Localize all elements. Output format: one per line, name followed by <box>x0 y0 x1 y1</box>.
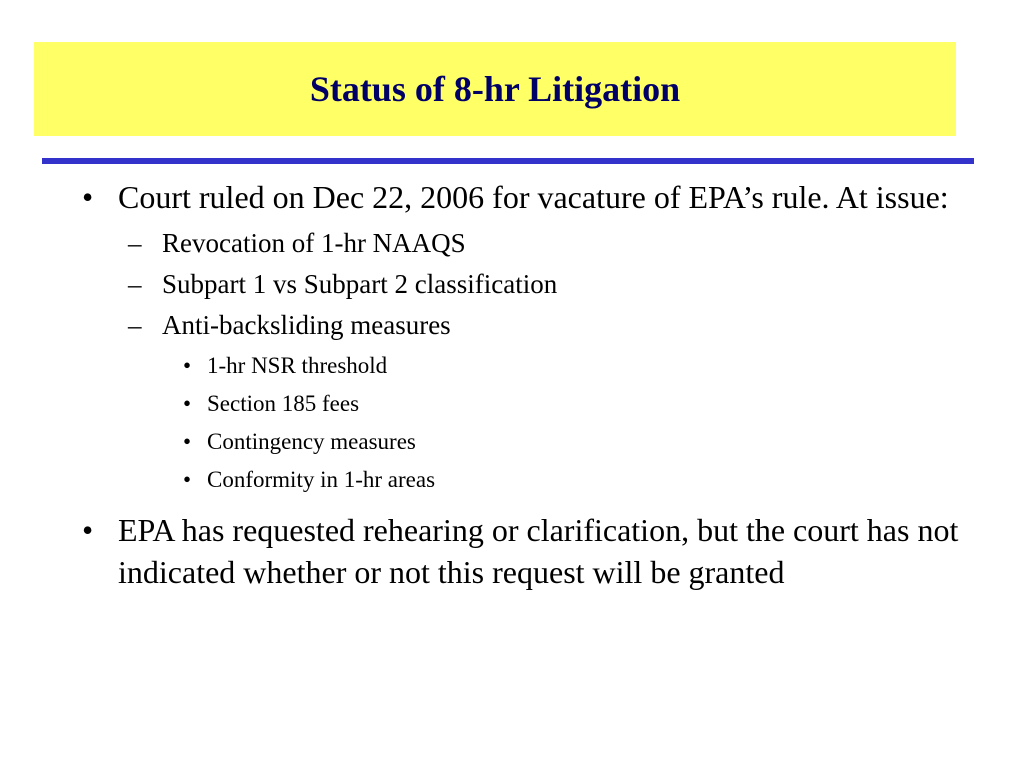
sub-bullet-item <box>82 228 962 259</box>
slide-title: Status of 8-hr Litigation <box>309 69 681 109</box>
bullet-text: EPA has requested rehearing or clarification, but the court has not indicated whether or not this request will be granted <box>118 512 959 590</box>
sub-bullet-item <box>82 269 962 300</box>
sub-sub-bullet-text: Section 185 fees <box>207 391 360 416</box>
dash-icon: – <box>128 228 142 258</box>
bullet-text: Court ruled on Dec 22, 2006 for vacature of EPA’s rule. At issue: <box>118 179 949 215</box>
bullet-icon: • <box>183 391 192 416</box>
sub-sub-bullet-item <box>82 391 962 417</box>
sub-sub-bullet-text: 1-hr NSR threshold <box>207 353 388 378</box>
bullet-item-court-ruling <box>82 176 962 218</box>
bullet-icon: • <box>183 353 192 378</box>
bullet-icon: • <box>183 429 192 454</box>
sub-sub-bullet-item <box>82 467 962 493</box>
sub-sub-bullet-text: Contingency measures <box>207 429 416 454</box>
sub-bullet-text: Subpart 1 vs Subpart 2 classification <box>162 269 558 299</box>
sub-bullet-text: Anti-backsliding measures <box>162 310 451 340</box>
bullet-icon: • <box>183 467 192 492</box>
title-divider <box>42 158 974 164</box>
sub-sub-bullet-text: Conformity in 1-hr areas <box>207 467 436 492</box>
bullet-item-rehearing <box>82 509 962 593</box>
bullet-list <box>82 176 962 593</box>
sub-bullet-text: Revocation of 1-hr NAAQS <box>162 228 466 258</box>
dash-icon: – <box>128 310 142 340</box>
sub-sub-bullet-item <box>82 353 962 379</box>
bullet-icon: • <box>82 512 94 548</box>
sub-sub-bullet-item <box>82 429 962 455</box>
sub-bullet-item <box>82 310 962 341</box>
title-banner <box>34 42 956 136</box>
dash-icon: – <box>128 269 142 299</box>
bullet-icon: • <box>82 179 94 215</box>
